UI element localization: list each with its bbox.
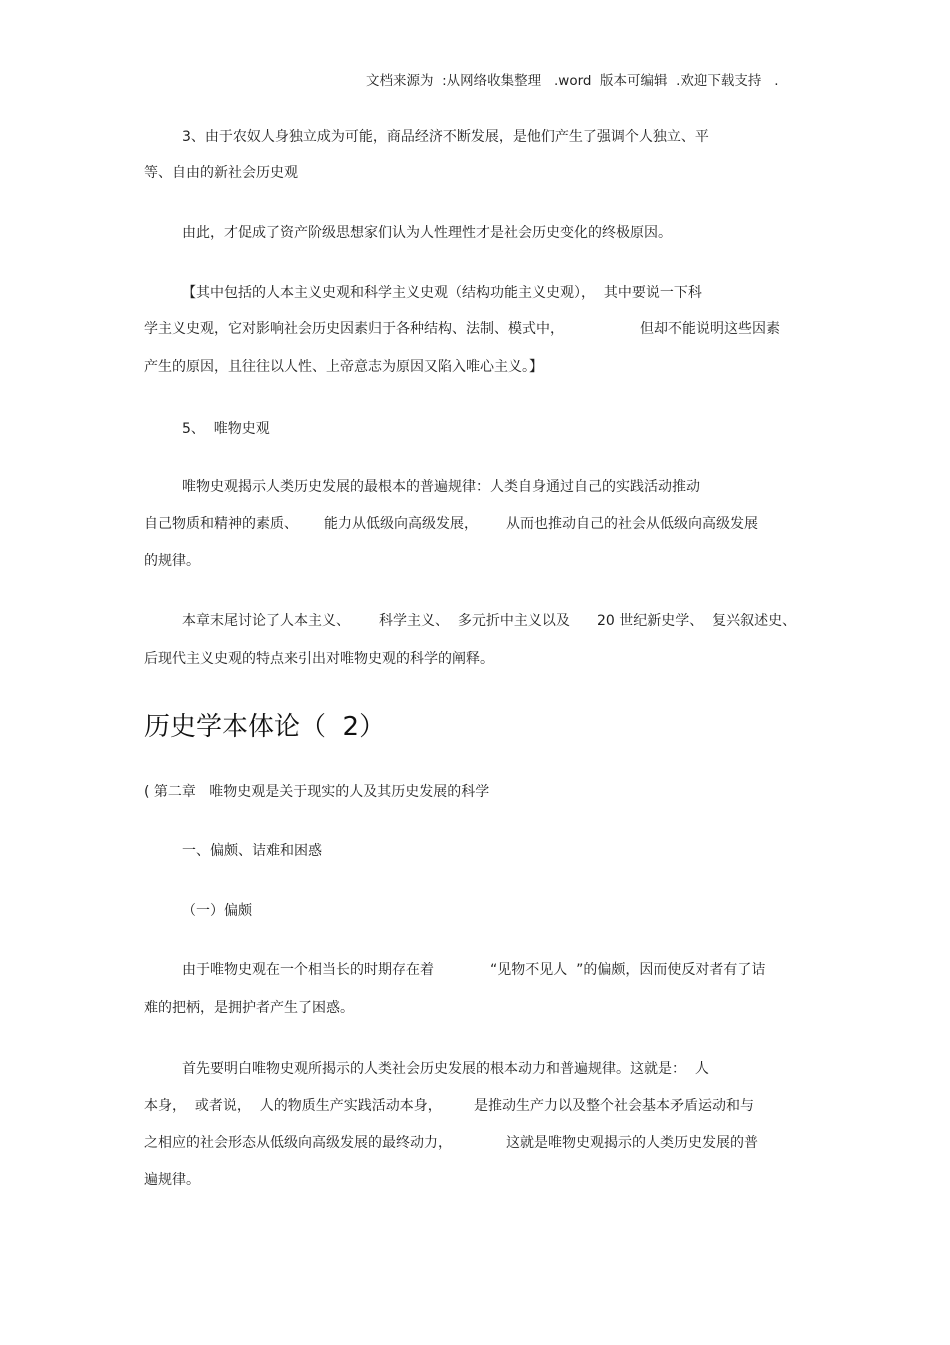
bracket-note-line3: 产生的原因，且往往以人性、上帝意志为原因又陷入唯心主义。】 xyxy=(144,359,543,375)
document-title: 历史学本体论（ 2） xyxy=(144,712,386,742)
page-header-source-note: 文档来源为 :从网络收集整理 .word 版本可编辑 .欢迎下载支持 . xyxy=(366,73,779,89)
part1-p2-line3b: 这就是唯物史观揭示的人类历史发展的普 xyxy=(506,1135,758,1151)
part1-p1-line1b: “见物不见人 ”的偏颇，因而使反对者有了诘 xyxy=(490,962,766,978)
summary-line1b: 科学主义、 多元折中主义以及 xyxy=(379,613,570,629)
part1-p2-line2b: 是推动生产力以及整个社会基本矛盾运动和与 xyxy=(474,1098,754,1114)
section5-para-line2a: 自己物质和精神的素质、 xyxy=(144,516,298,532)
bracket-note-line1: 【其中包括的人本主义史观和科学主义史观（结构功能主义史观）， 其中要说一下科 xyxy=(182,285,702,301)
part1-p1-line2: 难的把柄，是拥护者产生了困惑。 xyxy=(144,1000,354,1016)
section5-para-line3: 的规律。 xyxy=(144,553,200,569)
part1-p2-line1: 首先要明白唯物史观所揭示的人类社会历史发展的根本动力和普遍规律。这就是： 人 xyxy=(182,1061,709,1077)
part1-p2-line2a: 本身， 或者说， 人的物质生产实践活动本身， xyxy=(144,1098,442,1114)
summary-line1c: 20 世纪新史学、 复兴叙述史、 xyxy=(597,613,797,629)
bracket-note-line2b: 但却不能说明这些因素 xyxy=(640,321,780,337)
section5-para-line2b: 能力从低级向高级发展， xyxy=(324,516,478,532)
bracket-note-line2a: 学主义史观，它对影响社会历史因素归于各种结构、法制、模式中， xyxy=(144,321,564,337)
section5-heading: 5、 唯物史观 xyxy=(182,421,270,437)
part1-subheading: （一）偏颇 xyxy=(182,903,252,919)
item3-line1: 3、由于农奴人身独立成为可能，商品经济不断发展，是他们产生了强调个人独立、平 xyxy=(182,129,709,145)
part1-p2-line4: 遍规律。 xyxy=(144,1172,200,1188)
part1-p2-line3a: 之相应的社会形态从低级向高级发展的最终动力， xyxy=(144,1135,452,1151)
summary-line2: 后现代主义史观的特点来引出对唯物史观的科学的阐释。 xyxy=(144,651,494,667)
part1-heading: 一、偏颇、诘难和困惑 xyxy=(182,843,322,859)
item3-line2: 等、自由的新社会历史观 xyxy=(144,165,298,181)
conclusion-paragraph: 由此，才促成了资产阶级思想家们认为人性理性才是社会历史变化的终极原因。 xyxy=(182,225,672,241)
section5-para-line2c: 从而也推动自己的社会从低级向高级发展 xyxy=(506,516,758,532)
chapter-heading: ( 第二章 唯物史观是关于现实的人及其历史发展的科学 xyxy=(144,784,490,800)
section5-para-line1: 唯物史观揭示人类历史发展的最根本的普遍规律：人类自身通过自己的实践活动推动 xyxy=(182,479,700,495)
summary-line1a: 本章末尾讨论了人本主义、 xyxy=(182,613,350,629)
part1-p1-line1a: 由于唯物史观在一个相当长的时期存在着 xyxy=(182,962,434,978)
